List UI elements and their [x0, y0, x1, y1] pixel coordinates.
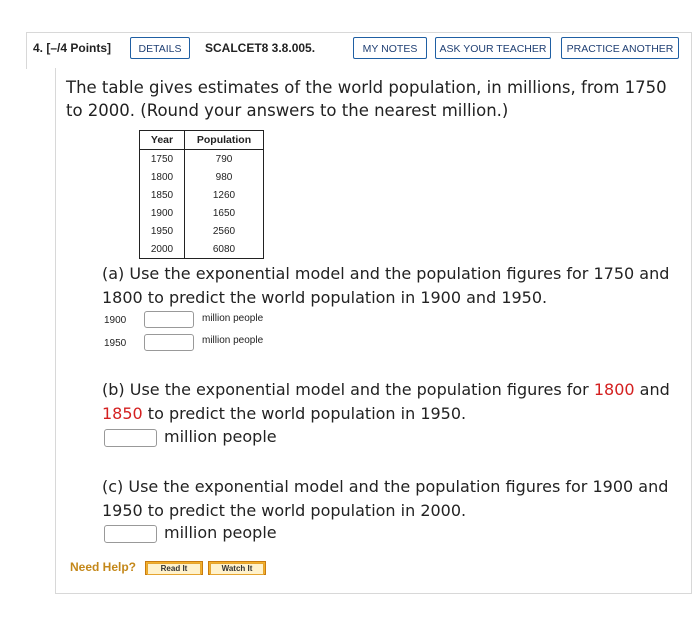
cell-population: 980: [185, 168, 264, 186]
part-b-text-after: to predict the world population in 1950.: [142, 404, 467, 423]
part-c-unit: million people: [164, 523, 277, 542]
part-a-text: (a) Use the exponential model and the population figures for 1750 and 1800 to predict the world population in 1900 and 1950.: [102, 264, 670, 307]
part-b-year-1850: 1850: [102, 404, 143, 423]
watch-it-button[interactable]: [208, 561, 266, 575]
population-table: [139, 130, 264, 259]
part-b-unit: million people: [164, 427, 277, 446]
cell-population: 6080: [185, 240, 264, 259]
table-row: [140, 222, 264, 240]
cell-population: 1260: [185, 186, 264, 204]
table-row: [140, 204, 264, 222]
part-b-text-and: and: [634, 380, 670, 399]
table-row: [140, 240, 264, 259]
details-button[interactable]: DETAILS: [130, 37, 190, 59]
part-a-unit-1950: million people: [202, 335, 264, 346]
question-code: SCALCET8 3.8.005.: [205, 41, 316, 55]
read-it-label: Read It: [147, 563, 201, 575]
cell-year: 1750: [140, 150, 185, 169]
my-notes-button[interactable]: MY NOTES: [353, 37, 427, 59]
intro-text: The table gives estimates of the world population, in millions, from 1750 to 2000. (Round your answers to the nearest million.): [66, 78, 667, 120]
ask-your-teacher-button[interactable]: ASK YOUR TEACHER: [435, 37, 551, 59]
table-row: [140, 186, 264, 204]
read-it-button[interactable]: [145, 561, 203, 575]
cell-year: 2000: [140, 240, 185, 259]
answer-input-part-c[interactable]: [104, 525, 157, 543]
practice-another-button[interactable]: PRACTICE ANOTHER: [561, 37, 679, 59]
cell-year: 1800: [140, 168, 185, 186]
watch-it-label: Watch It: [210, 563, 264, 575]
part-b-text-before: (b) Use the exponential model and the population figures for: [102, 380, 594, 399]
answer-input-1950[interactable]: [144, 334, 194, 351]
part-a-unit-1900: million people: [202, 313, 264, 324]
part-c-text: (c) Use the exponential model and the population figures for 1900 and 1950 to predict the world population in 2000.: [102, 477, 669, 520]
need-help-label: Need Help?: [70, 560, 137, 574]
table-header-population: Population: [185, 131, 264, 150]
cell-year: 1950: [140, 222, 185, 240]
table-row: [140, 150, 264, 169]
table-row: [140, 168, 264, 186]
cell-population: 1650: [185, 204, 264, 222]
cell-year: 1850: [140, 186, 185, 204]
cell-population: 2560: [185, 222, 264, 240]
cell-population: 790: [185, 150, 264, 169]
table-header-year: Year: [140, 131, 185, 150]
part-a-label-1950: 1950: [104, 338, 127, 349]
answer-input-part-b[interactable]: [104, 429, 157, 447]
answer-input-1900[interactable]: [144, 311, 194, 328]
part-b-text: [102, 378, 682, 426]
cell-year: 1900: [140, 204, 185, 222]
part-a-label-1900: 1900: [104, 315, 127, 326]
part-b-year-1800: 1800: [593, 380, 635, 399]
question-number: 4. [–/4 Points]: [33, 41, 112, 55]
